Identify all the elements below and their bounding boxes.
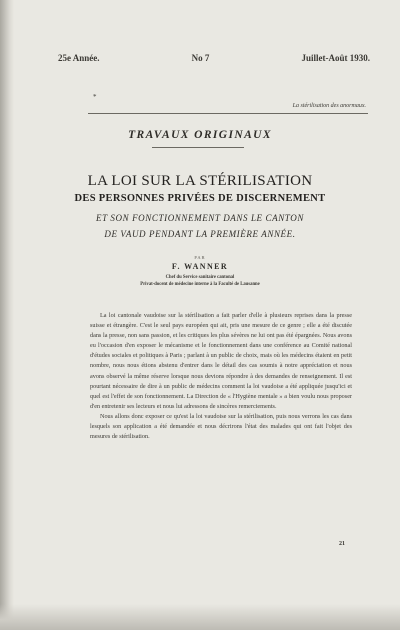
header-rule: [88, 113, 368, 114]
header-date: Juillet-Août 1930.: [301, 53, 370, 63]
section-heading: TRAVAUX ORIGINAUX: [128, 129, 272, 141]
article-title-line1: LA LOI SUR LA STÉRILISATION: [87, 173, 313, 189]
running-title: La stérilisation des anormaux.: [292, 103, 366, 109]
byline-par: PAR: [194, 255, 206, 260]
section-rule: [152, 147, 244, 148]
body-paragraph-1: La loi cantonale vaudoise sur la stérilisation a fait parler d'elle à plusieurs reprises dans la presse suisse et étrangère. C'est le seul pays européen qui ait, pris une mesure de ce genre ; elle a été discutée dans la presse, non sans passion, et les critiques les plus sévères ne lui ont pas été épargnées. Nous avons eu l'occasion d'en exposer le mécanisme et le fonctionnement dans une conférence au Comité national d'études sociales et politiques à Paris ; parlant à un public de choix, mais où les médecins étaient en petit nombre, nous nous étions abstenu d'entrer dans le détail des cas soumis à notre appréciation et nous avons observé la même réserve lorsque nous devions répondre à des demandes de renseignement. Il est pourtant nécessaire de dire à un public de médecins comment la loi vaudoise a été appliquée jusqu'ici et quel est l'effet de son fonctionnement. La Direction de « l'Hygiène mentale » a bien voulu nous proposer d'en entretenir ses lecteurs et nous lui adressons de sincères remerciements.: [90, 312, 352, 410]
page-bottom-shadow: [0, 604, 400, 630]
article-subtitle-line1: ET SON FONCTIONNEMENT DANS LE CANTON: [96, 213, 304, 223]
binding-shadow: [0, 0, 14, 630]
article-subtitle-line2: DE VAUD PENDANT LA PREMIÈRE ANNÉE.: [104, 229, 296, 239]
journal-header: [58, 53, 370, 63]
margin-mark: *: [93, 93, 97, 101]
article-body: [90, 311, 352, 442]
body-paragraph-2: Nous allons donc exposer ce qu'est la loi vaudoise sur la stérilisation, puis nous verrons les cas dans lesquels son application a été demandée et nous décrirons l'état des malades qui ont fait l'objet des mesures de stérilisation.: [90, 412, 352, 441]
page-number: 21: [339, 541, 345, 547]
author-affiliation-2: Privat-docent de médecine interne à la Faculté de Lausanne: [140, 282, 260, 287]
header-year: 25e Année.: [58, 53, 100, 63]
article-title-line2: DES PERSONNES PRIVÉES DE DISCERNEMENT: [74, 193, 326, 204]
author-name: F. WANNER: [171, 262, 229, 271]
header-issue: No 7: [191, 53, 210, 63]
author-affiliation-1: Chef du Service sanitaire cantonal: [165, 275, 235, 280]
